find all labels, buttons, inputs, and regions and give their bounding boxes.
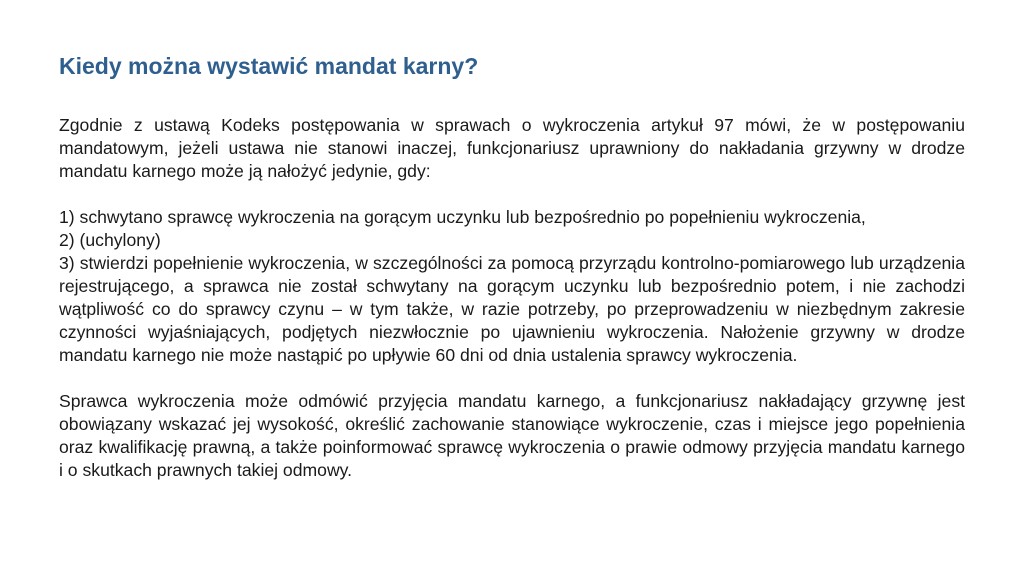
- slide-body: [59, 114, 965, 482]
- list-item-1: 1) schwytano sprawcę wykroczenia na gorącym uczynku lub bezpośrednio po popełnieniu wykroczenia,: [59, 207, 866, 227]
- paragraph-spacer: [59, 183, 965, 206]
- intro-paragraph: Zgodnie z ustawą Kodeks postępowania w sprawach o wykroczenia artykuł 97 mówi, że w postępowaniu mandatowym, jeżeli ustawa nie stanowi inaczej, funkcjonariusz uprawniony do nakładania grzywny w drodze mandatu karnego może ją nałożyć jedynie, gdy:: [59, 115, 965, 181]
- slide-title: Kiedy można wystawić mandat karny?: [59, 53, 479, 79]
- list-item-3: 3) stwierdzi popełnienie wykroczenia, w szczególności za pomocą przyrządu kontrolno-pomiarowego lub urządzenia rejestrującego, a sprawca nie został schwytany na gorącym uczynku lub bezpośrednio potem, i nie zachodzi wątpliwość co do sprawcy czynu – w tym także, w razie potrzeby, po przeprowadzeniu w niezbędnym zakresie czynności wyjaśniających, podjętych niezwłocznie po ujawnieniu wykroczenia. Nałożenie grzywny w drodze mandatu karnego nie może nastąpić po upływie 60 dni od dnia ustalenia sprawcy wykroczenia.: [59, 253, 965, 365]
- paragraph-spacer: [59, 367, 965, 390]
- closing-paragraph: Sprawca wykroczenia może odmówić przyjęcia mandatu karnego, a funkcjonariusz nakładający grzywnę jest obowiązany wskazać jej wysokość, określić zachowanie stanowiące wykroczenie, czas i miejsce jego popełnienia oraz kwalifikację prawną, a także poinformować sprawcę wykroczenia o prawie odmowy przyjęcia mandatu karnego i o skutkach prawnych takiej odmowy.: [59, 391, 965, 480]
- list-item-2: 2) (uchylony): [59, 230, 161, 250]
